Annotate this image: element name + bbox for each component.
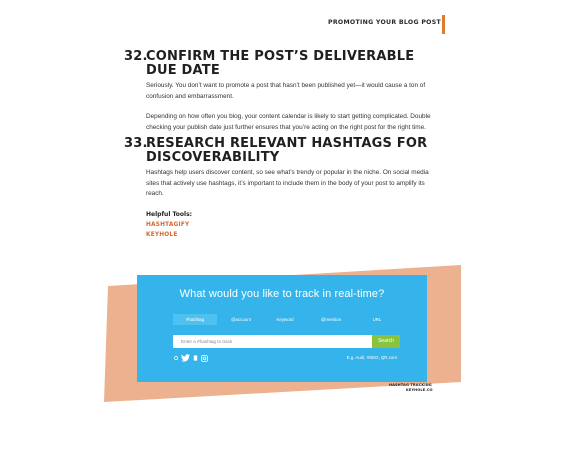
- radio-dot-icon[interactable]: [174, 356, 178, 360]
- tab-account[interactable]: [221, 314, 261, 325]
- running-header: PROMOTING YOUR BLOG POST: [328, 19, 441, 26]
- tab-hashtag[interactable]: [173, 314, 217, 325]
- keyhole-widget: [137, 275, 427, 382]
- section-32-paragraph-1: Seriously. You don’t want to promote a post that hasn’t been published yet—it would cause a ton of confusion and embarrassment.: [146, 82, 426, 100]
- hashtagify-link[interactable]: HASHTAGIFY: [146, 222, 190, 228]
- helpful-tools-label: Helpful Tools:: [146, 211, 193, 218]
- search-examples: E.g. Audi, #SEO, QR.com: [346, 355, 397, 360]
- twitter-icon[interactable]: [181, 354, 190, 362]
- tab-url[interactable]: [359, 314, 395, 325]
- facebook-icon[interactable]: [193, 355, 198, 361]
- tab-hashtag-label: #hashtag: [185, 317, 205, 322]
- section-33-paragraph-1: Hashtags help users discover content, so see what’s trendy or popular in the niche. On social media sites that actively use hashtags, it’s important to include them in the body of your post to amplify its reach.: [146, 169, 429, 198]
- figure-caption-title: HASHTAG TRACKING: [389, 383, 432, 387]
- figure-caption-source: KEYHOLE.CO: [406, 388, 433, 392]
- tab-account-label: @account: [231, 317, 251, 322]
- hashtag-search-input[interactable]: Enter a #hashtag to track: [173, 335, 373, 348]
- widget-title: What would you like to track in real-time?: [179, 288, 385, 300]
- tab-keyword-label: Keyword: [276, 317, 294, 322]
- tab-keyword[interactable]: [265, 314, 305, 325]
- keyhole-link[interactable]: KEYHOLE: [146, 232, 178, 238]
- instagram-icon[interactable]: [201, 355, 208, 362]
- section-33-number: 33.: [124, 136, 148, 151]
- tab-mention[interactable]: [311, 314, 351, 325]
- tab-url-label: URL: [372, 317, 382, 322]
- section-32-number: 32.: [124, 49, 148, 64]
- section-32-paragraph-2: Depending on how often you blog, your content calendar is likely to start getting complicated. Double checking your publish date just further ensures that you’re acting on the right post for the right time.: [146, 113, 431, 131]
- tab-mention-label: @mention: [320, 317, 342, 322]
- social-network-icons: [174, 353, 208, 363]
- section-32-title: CONFIRM THE POST’S DELIVERABLE DUE DATE: [146, 49, 415, 78]
- section-33-title: RESEARCH RELEVANT HASHTAGS FOR DISCOVERABILITY: [146, 136, 428, 165]
- search-button[interactable]: Search: [372, 335, 400, 348]
